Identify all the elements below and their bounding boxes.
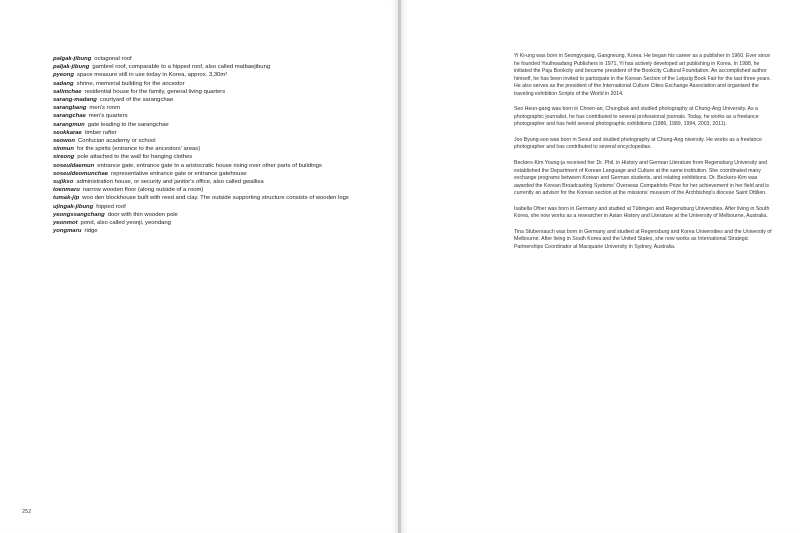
glossary-definition: pole attached to the wall for hanging clothes	[77, 154, 193, 161]
glossary-definition: woo den blockhouse built with reed and clay. The outside supporting structure consists of wooden logs	[82, 195, 349, 202]
glossary-entry	[53, 137, 353, 145]
glossary-definition: for the spirits (entrance to the ancestors' areas)	[76, 146, 201, 153]
glossary-term: ujingak-jibung	[53, 203, 94, 210]
glossary-term: sujikso	[53, 179, 74, 186]
glossary-entry	[53, 186, 353, 194]
glossary-definition: representative entrance gate or entrance gatehouse	[111, 170, 247, 177]
glossary-term: sarangbang	[53, 105, 87, 112]
glossary-entry	[53, 121, 353, 129]
glossary-definition: Confucian academy or school	[77, 138, 156, 145]
glossary-entry	[53, 129, 353, 137]
glossary-definition: space measure still in use today in Korea, approx. 3,30m²	[76, 72, 228, 79]
glossary-entry	[53, 145, 353, 153]
glossary-entry	[53, 211, 353, 219]
glossary-definition: gate leading to the sarangchae	[87, 121, 169, 128]
glossary-term: tumak-jip	[53, 195, 80, 202]
glossary-entry	[53, 219, 353, 227]
glossary-definition: timber rafter	[84, 129, 117, 136]
glossary-term: soseuldeomunchae	[53, 170, 108, 177]
glossary-definition: courtyard of the sarangchae	[99, 97, 174, 104]
page-number: 252	[22, 509, 32, 515]
glossary-list	[53, 55, 353, 235]
glossary-definition: men's quarters	[88, 113, 128, 120]
glossary-entry	[53, 63, 353, 71]
glossary-entry	[53, 194, 353, 202]
glossary-definition: men's room	[89, 105, 120, 112]
glossary-definition: administration house, or security and janitor's office, also called gwallisa	[76, 179, 264, 186]
glossary-term: pyeong	[53, 72, 74, 79]
bio-paragraph: Isabella Ofner was born in Germany and studied at Tübingen and Regensburg Universities. After living in South Korea, she now works as a researcher in Asian History and Literature at the University of Melbourne, Australia.	[514, 205, 770, 220]
glossary-term: sarangmun	[53, 121, 85, 128]
glossary-definition: narrow wooden floor (along outside of a room)	[82, 187, 204, 194]
glossary-definition: entrance gate, entrance gate to a aristocratic house rising over other parts of buildings	[97, 162, 322, 169]
glossary-definition: pond, also called yeonji, yeondang	[80, 220, 171, 227]
glossary-entry	[53, 153, 353, 161]
glossary-term: sarang-madang	[53, 97, 97, 104]
glossary-term: yeonmot	[53, 220, 78, 227]
glossary-term: yongmaru	[53, 228, 82, 235]
glossary-definition: residential house for the family, general living quarters	[84, 88, 226, 95]
glossary-entry	[53, 88, 353, 96]
glossary-entry	[53, 203, 353, 211]
glossary-term: sireong	[53, 154, 75, 161]
glossary-entry	[53, 112, 353, 120]
glossary-entry	[53, 162, 353, 170]
bio-paragraph: Joo Byung-soo was born in Seoul and studied photography at Chung-Ang niversity. He works as a freelance photographer and has contributed to several encyclopedias.	[514, 136, 762, 151]
glossary-term: sinmun	[53, 146, 74, 153]
glossary-entry	[53, 96, 353, 104]
glossary-definition: shrine, memorial building for the ancestor	[76, 80, 185, 87]
glossary-term: paljak-jibung	[53, 64, 90, 71]
glossary-term: yeongssangchang	[53, 211, 105, 218]
glossary-term: seokkarae	[53, 129, 82, 136]
bio-paragraph: Beckers-Kim Young-ja received her Dr. Phil. in History and German Literature from Regensburg University and established the Department of Korean Language and Culture at the same institution. She coordinated many exchange programs between Korean and German students, and relating exhibitions. Dr. Beckers-Kim was awarded the Korean Broadcasting Systems' Overseas Compatriots Prize for her achievement in her field and is currently an advisor for the Korean section at the missions' museum of the Archbishop's diocese Saint Ottilien.	[514, 160, 770, 197]
glossary-entry	[53, 71, 353, 79]
glossary-entry	[53, 178, 353, 186]
bio-paragraph: Tina Stubenrauch was born in Germany and studied at Regensburg and Korea Universities and the University of Melbourne. After living in South Korea and the United States, she now works as International Strategic Partnerships Coordinator at Macquarie University in Sydney, Australia.	[514, 228, 772, 250]
contributor-bios	[514, 53, 776, 259]
glossary-definition: hipped roof	[96, 203, 126, 210]
bio-paragraph: Seo Heun-gang was born in Choen-an, Chungbuk and studied photography at Chung-Ang University. As a photographic journalist, he has contributed to several professional journals. Today, he works as a freelance photographer and has held several photographic exhibitions (1986, 1989, 1994, 2003, 2011).	[514, 106, 759, 128]
glossary-entry	[53, 170, 353, 178]
left-page	[0, 0, 398, 533]
glossary-definition: door with thin wooden pole	[107, 211, 178, 218]
glossary-definition: ridge	[84, 228, 98, 235]
glossary-term: soseuldaemun	[53, 162, 95, 169]
glossary-entry	[53, 227, 353, 235]
glossary-term: salimchae	[53, 88, 82, 95]
bio-paragraph: Yi Ki-ung was born in Seongyojang, Gangneung, Korea. He began his career as a publisher in 1960. Ever since he founded Youlhwadang Publishers in 1971, Yi has actively developed art publishing in Korea. In 1988, he initiated the Paju Bookcity and became president of the Bookcity Cultural Foundation. An accomplished author himself, he has been invited to participate in the Korean Section of the Leipzig Book Fair for the last three years. He also serves as the president of the International Culture Cities Exchange Association and organised the traveling exhibition Scripts of the World in 2014.	[514, 53, 771, 97]
glossary-definition: octagonal roof	[94, 56, 132, 62]
glossary-term: sarangchae	[53, 113, 86, 120]
glossary-term: toenmaru	[53, 187, 80, 194]
glossary-entry	[53, 80, 353, 88]
glossary-entry	[53, 104, 353, 112]
glossary-entry	[53, 55, 353, 63]
glossary-term: seowon	[53, 138, 75, 145]
glossary-term: palgak-jibung	[53, 56, 92, 62]
glossary-term: sadang	[53, 80, 74, 87]
glossary-definition: gambrel roof, comparable to a hipped roof, also called matbaejibung	[92, 64, 271, 71]
